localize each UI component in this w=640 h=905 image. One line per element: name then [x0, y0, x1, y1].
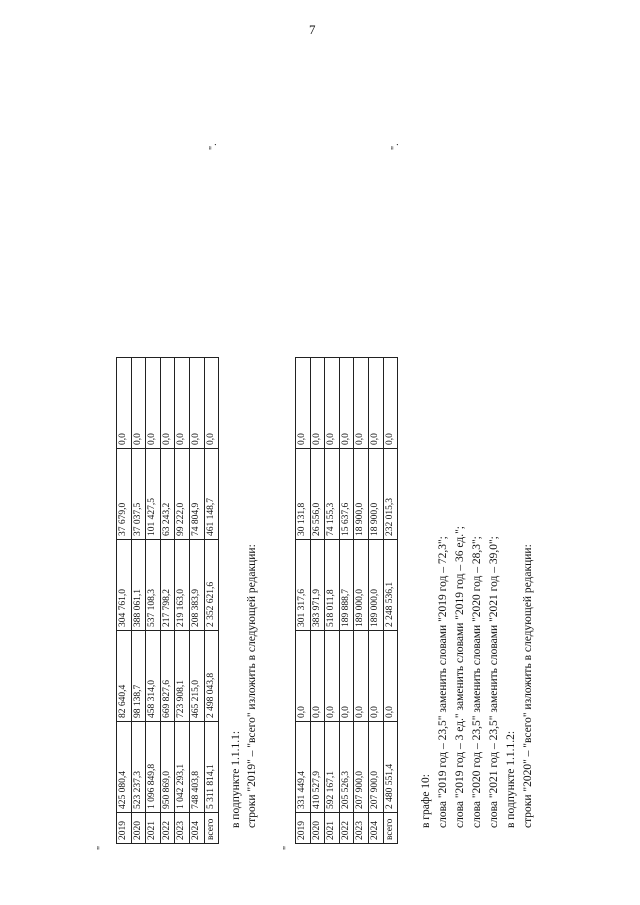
financing-table-1 [116, 357, 219, 844]
value-cell: 1 042 293,1 [175, 722, 190, 813]
value-cell: 301 317,6 [296, 540, 311, 631]
value-cell: 0,0 [296, 631, 311, 722]
table-row [354, 358, 369, 844]
value-cell: 0,0 [146, 358, 161, 449]
amendment-line: слова "2019 год – 3 ед." заменить словами "2019 год – 36 ед."; [454, 526, 466, 828]
year-cell: 2022 [160, 813, 175, 844]
value-cell: 0,0 [325, 631, 340, 722]
value-cell: 207 900,0 [354, 722, 369, 813]
table-row [325, 358, 340, 844]
close-quote-mark-1: ". [208, 143, 219, 150]
table-row [296, 358, 311, 844]
value-cell: 205 526,3 [339, 722, 354, 813]
table-row [310, 358, 325, 844]
table-row [368, 358, 383, 844]
value-cell: 669 827,6 [160, 631, 175, 722]
table-row [160, 358, 175, 844]
value-cell: 0,0 [204, 358, 219, 449]
amendment-line: в подпункте 1.1.1.2: [505, 730, 517, 828]
value-cell: 0,0 [354, 358, 369, 449]
value-cell: 0,0 [325, 358, 340, 449]
value-cell: 518 011,8 [325, 540, 340, 631]
value-cell: 304 761,0 [117, 540, 132, 631]
year-cell: всего [204, 813, 219, 844]
value-cell: 0,0 [310, 358, 325, 449]
year-cell: 2024 [368, 813, 383, 844]
value-cell: 537 108,3 [146, 540, 161, 631]
value-cell: 0,0 [383, 358, 398, 449]
year-cell: 2021 [146, 813, 161, 844]
value-cell: 458 314,0 [146, 631, 161, 722]
year-cell: 2020 [310, 813, 325, 844]
open-quote-mark-1: " [96, 845, 107, 850]
value-cell: 2 248 536,1 [383, 540, 398, 631]
year-cell: 2021 [325, 813, 340, 844]
value-cell: 74 155,3 [325, 449, 340, 540]
table-row [339, 358, 354, 844]
value-cell: 5 311 814,1 [204, 722, 219, 813]
subparagraph-heading-1: в подпункте 1.1.1.1: [230, 730, 242, 828]
amendment-line: слова "2019 год – 23,5" заменить словами "2019 год – 72,3"; [437, 536, 449, 828]
value-cell: 219 163,0 [175, 540, 190, 631]
amendment-line: строки "2020" – "всего" изложить в следующей редакции: [522, 544, 534, 828]
year-cell: всего [383, 813, 398, 844]
value-cell: 461 148,7 [204, 449, 219, 540]
value-cell: 592 167,1 [325, 722, 340, 813]
value-cell: 0,0 [368, 358, 383, 449]
value-cell: 207 900,0 [368, 722, 383, 813]
value-cell: 63 243,2 [160, 449, 175, 540]
value-cell: 383 971,9 [310, 540, 325, 631]
value-cell: 0,0 [383, 631, 398, 722]
value-cell: 748 403,8 [189, 722, 204, 813]
close-quote-mark-2: ". [390, 143, 401, 150]
value-cell: 15 637,6 [339, 449, 354, 540]
year-cell: 2020 [131, 813, 146, 844]
value-cell: 30 131,8 [296, 449, 311, 540]
value-cell: 723 908,1 [175, 631, 190, 722]
value-cell: 0,0 [339, 358, 354, 449]
page-number: 7 [309, 22, 316, 37]
amendment-line: слова "2020 год – 23,5" заменить словами "2020 год – 28,3"; [471, 536, 483, 828]
value-cell: 0,0 [354, 631, 369, 722]
year-cell: 2022 [339, 813, 354, 844]
value-cell: 232 015,3 [383, 449, 398, 540]
table-row [117, 358, 132, 844]
value-cell: 101 427,5 [146, 449, 161, 540]
table-row [175, 358, 190, 844]
value-cell: 217 798,2 [160, 540, 175, 631]
value-cell: 0,0 [117, 358, 132, 449]
value-cell: 0,0 [310, 631, 325, 722]
value-cell: 18 900,0 [354, 449, 369, 540]
value-cell: 208 383,9 [189, 540, 204, 631]
value-cell: 0,0 [339, 631, 354, 722]
value-cell: 0,0 [189, 358, 204, 449]
value-cell: 37 037,5 [131, 449, 146, 540]
value-cell: 0,0 [368, 631, 383, 722]
financing-table-2 [295, 357, 398, 844]
value-cell: 410 527,9 [310, 722, 325, 813]
year-cell: 2019 [296, 813, 311, 844]
value-cell: 99 222,0 [175, 449, 190, 540]
value-cell: 2 352 621,6 [204, 540, 219, 631]
table-row [383, 358, 398, 844]
value-cell: 37 679,0 [117, 449, 132, 540]
value-cell: 0,0 [175, 358, 190, 449]
year-cell: 2023 [354, 813, 369, 844]
value-cell: 425 080,4 [117, 722, 132, 813]
amendment-line: слова "2021 год – 23,5" заменить словами "2021 год – 39,0"; [488, 536, 500, 828]
value-cell: 1 096 849,8 [146, 722, 161, 813]
value-cell: 2 480 551,4 [383, 722, 398, 813]
table-row [146, 358, 161, 844]
table-row [204, 358, 219, 844]
year-cell: 2019 [117, 813, 132, 844]
value-cell: 98 138,7 [131, 631, 146, 722]
open-quote-mark-2: " [282, 845, 293, 850]
table-row [189, 358, 204, 844]
value-cell: 331 449,4 [296, 722, 311, 813]
value-cell: 0,0 [160, 358, 175, 449]
year-cell: 2024 [189, 813, 204, 844]
replace-rows-instruction-1: строки "2019" – "всего" изложить в следующей редакции: [246, 544, 258, 828]
value-cell: 465 215,0 [189, 631, 204, 722]
amendment-line: в графе 10: [420, 773, 432, 828]
year-cell: 2023 [175, 813, 190, 844]
value-cell: 26 556,0 [310, 449, 325, 540]
value-cell: 18 900,0 [368, 449, 383, 540]
value-cell: 523 237,3 [131, 722, 146, 813]
value-cell: 82 640,4 [117, 631, 132, 722]
table-row [131, 358, 146, 844]
value-cell: 0,0 [131, 358, 146, 449]
value-cell: 950 869,0 [160, 722, 175, 813]
value-cell: 189 000,0 [368, 540, 383, 631]
rotated-content [60, 130, 580, 850]
value-cell: 0,0 [296, 358, 311, 449]
value-cell: 2 498 043,8 [204, 631, 219, 722]
value-cell: 388 061,1 [131, 540, 146, 631]
value-cell: 189 888,7 [339, 540, 354, 631]
value-cell: 189 000,0 [354, 540, 369, 631]
value-cell: 74 804,9 [189, 449, 204, 540]
